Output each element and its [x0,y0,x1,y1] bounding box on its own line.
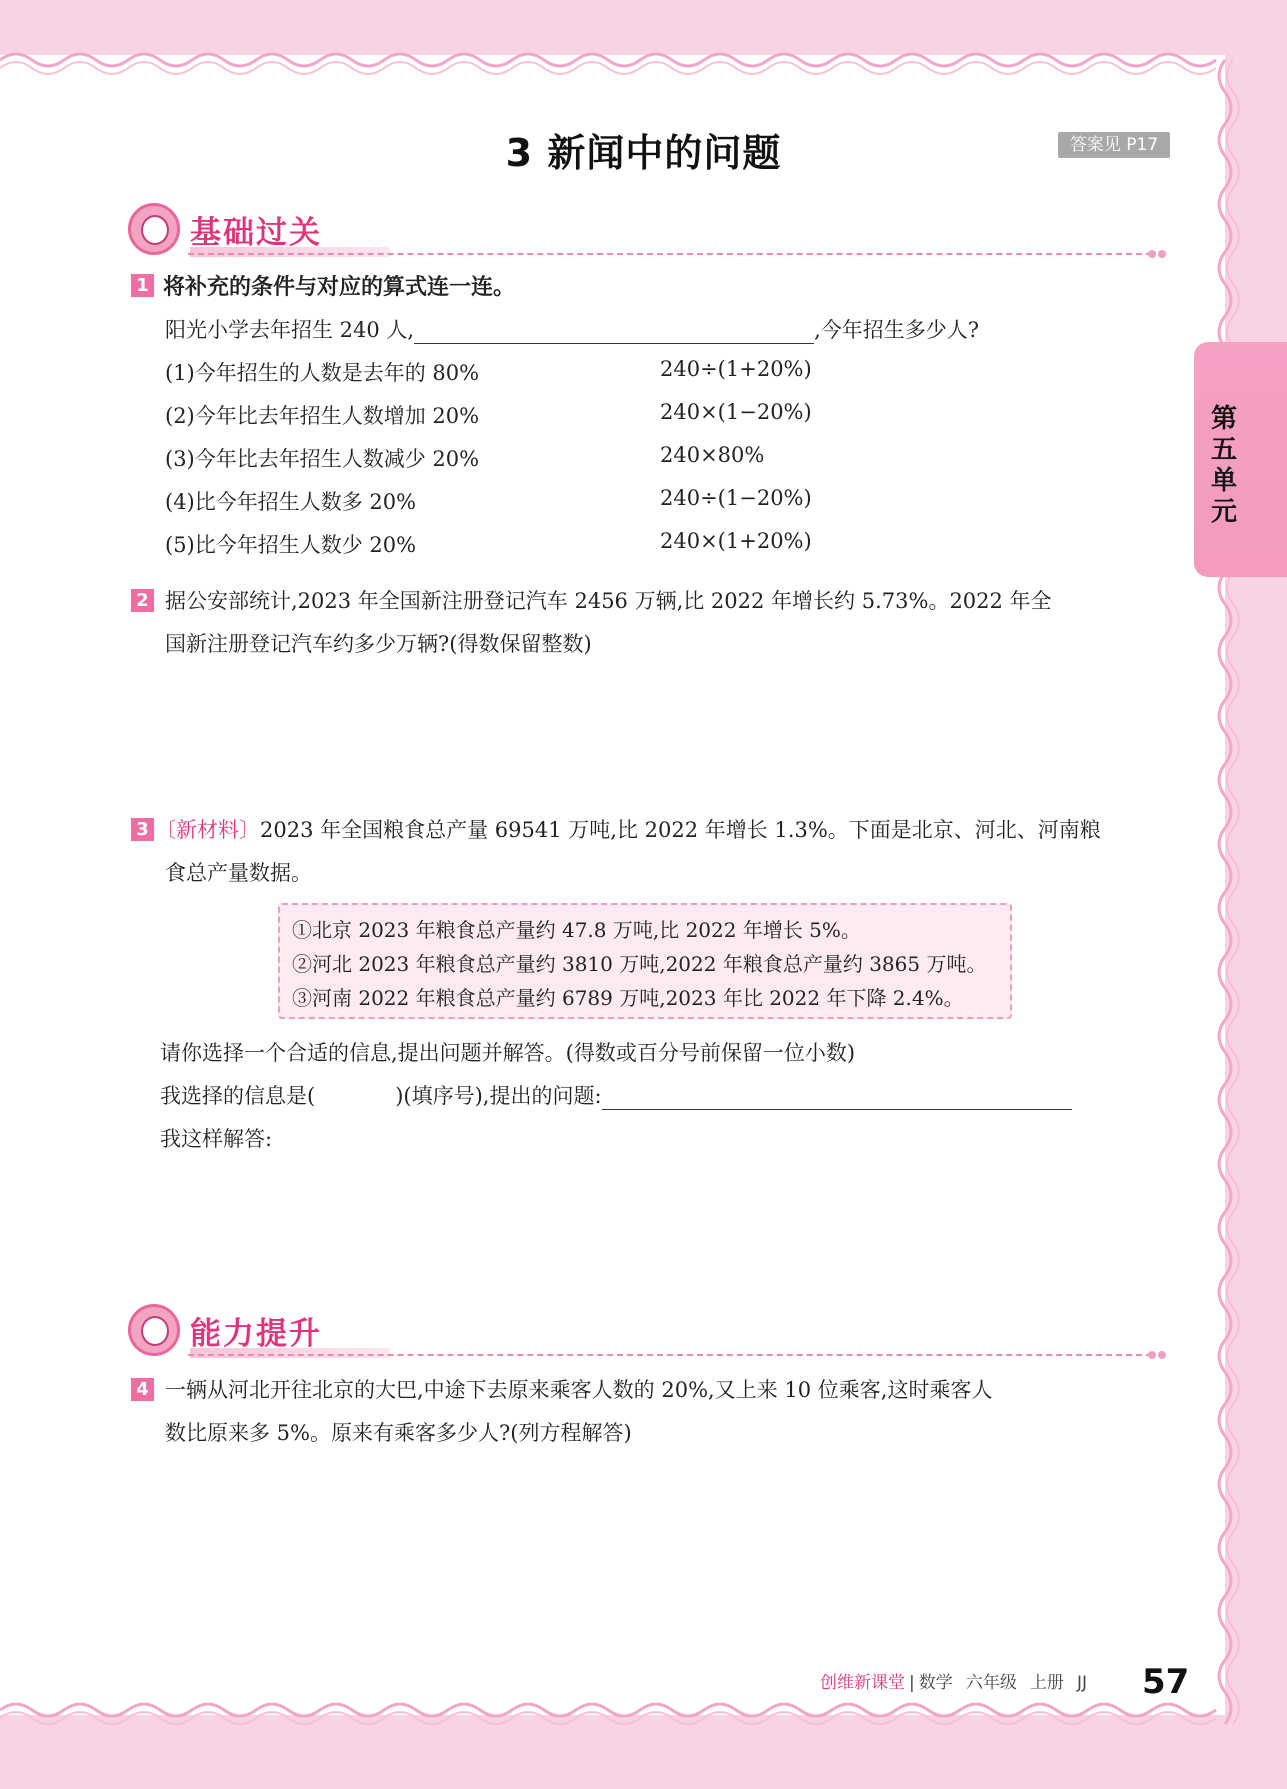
page-number: 57 [1142,1662,1190,1702]
question-3-text-line-2: 食总产量数据。 [165,861,312,885]
question-3-text: 2023 年全国粮食总产量 69541 万吨,比 2022 年增长 1.3%。下面是北京、河北、河南粮 [260,818,1101,842]
condition-item[interactable]: (5)比今年招生人数少 20% [165,533,417,557]
top-wavy-border [0,30,1287,90]
question-3-choose-suffix: )(填序号),提出的问题: [395,1084,602,1108]
answer-reference-badge: 答案见 P17 [1058,132,1170,158]
footer-volume: 上册 [1029,1673,1064,1693]
section-header-advanced [128,1304,1168,1364]
formula-item[interactable]: 240×(1−20%) [660,400,812,424]
question-3-choose-prefix: 我选择的信息是( [160,1084,316,1108]
question-number-4: 4 [131,1378,154,1401]
cartoon-avatar-icon [128,1304,180,1356]
footer-subject: 数学 [918,1673,953,1693]
info-item: ②河北 2023 年粮食总产量约 3810 万吨,2022 年粮食总产量约 3865 万吨。 [292,952,987,976]
cartoon-avatar-icon [128,203,180,255]
bottom-wavy-border [0,1690,1287,1750]
new-material-tag: 〔新材料〕 [155,818,260,842]
formula-item[interactable]: 240×(1+20%) [660,529,812,553]
footer-brand: 创维新课堂 [820,1673,905,1693]
footer-separator: | [909,1673,915,1693]
question-1-stem-prefix: 阳光小学去年招生 240 人, [165,318,415,342]
condition-item[interactable]: (3)今年比去年招生人数减少 20% [165,447,480,471]
unit-side-tab [1194,342,1287,577]
question-3-text-line-1 [155,814,1101,844]
question-2-text-line-1: 据公安部统计,2023 年全国新注册登记汽车 2456 万辆,比 2022 年增长约 5.73%。2022 年全 [165,589,1052,613]
question-3-question-blank[interactable] [602,1088,1072,1110]
footer-grade: 六年级 [965,1673,1017,1693]
question-number-3: 3 [131,818,154,841]
question-1-title: 将补充的条件与对应的算式连一连。 [163,275,516,300]
question-3-instruction: 请你选择一个合适的信息,提出问题并解答。(得数或百分号前保留一位小数) [160,1041,856,1065]
info-item: ③河南 2022 年粮食总产量约 6789 万吨,2023 年比 2022 年下降 2.4%。 [292,986,964,1010]
section-dots-icon [1148,1344,1168,1363]
section-dashed-divider [188,1354,1152,1356]
question-1-stem [165,314,979,344]
question-2-text-line-2: 国新注册登记汽车约多少万辆?(得数保留整数) [165,632,592,656]
formula-item[interactable]: 240÷(1+20%) [660,357,812,381]
question-number-2: 2 [131,589,154,612]
question-4-text-line-2: 数比原来多 5%。原来有乘客多少人?(列方程解答) [165,1421,632,1445]
section-header-basic [128,203,1168,263]
question-1-answer-blank[interactable] [414,322,814,344]
question-4-text-line-1: 一辆从河北开往北京的大巴,中途下去原来乘客人数的 20%,又上来 10 位乘客,这时乘客人 [165,1378,993,1402]
info-item: ①北京 2023 年粮食总产量约 47.8 万吨,比 2022 年增长 5%。 [292,918,861,942]
question-3-answer-label: 我这样解答: [160,1127,273,1151]
condition-item[interactable]: (4)比今年招生人数多 20% [165,490,417,514]
formula-item[interactable]: 240×80% [660,443,765,467]
section-dashed-divider [188,253,1152,255]
question-1-stem-suffix: ,今年招生多少人? [814,318,980,342]
condition-item[interactable]: (2)今年比去年招生人数增加 20% [165,404,480,428]
section-title-basic: 基础过关 [190,215,322,251]
page-footer [820,1668,1087,1693]
right-wavy-border [1195,0,1255,1789]
info-box [278,903,1012,1019]
unit-side-tab-label: 第五单元 [1210,404,1237,527]
condition-item[interactable]: (1)今年招生的人数是去年的 80% [165,361,480,385]
section-dots-icon [1148,243,1168,262]
footer-edition: JJ [1077,1673,1088,1693]
formula-item[interactable]: 240÷(1−20%) [660,486,812,510]
section-title-advanced: 能力提升 [190,1316,322,1352]
page-title: 3 新闻中的问题 [505,131,782,175]
question-number-1: 1 [131,274,154,297]
question-3-choose-line [160,1080,1072,1110]
